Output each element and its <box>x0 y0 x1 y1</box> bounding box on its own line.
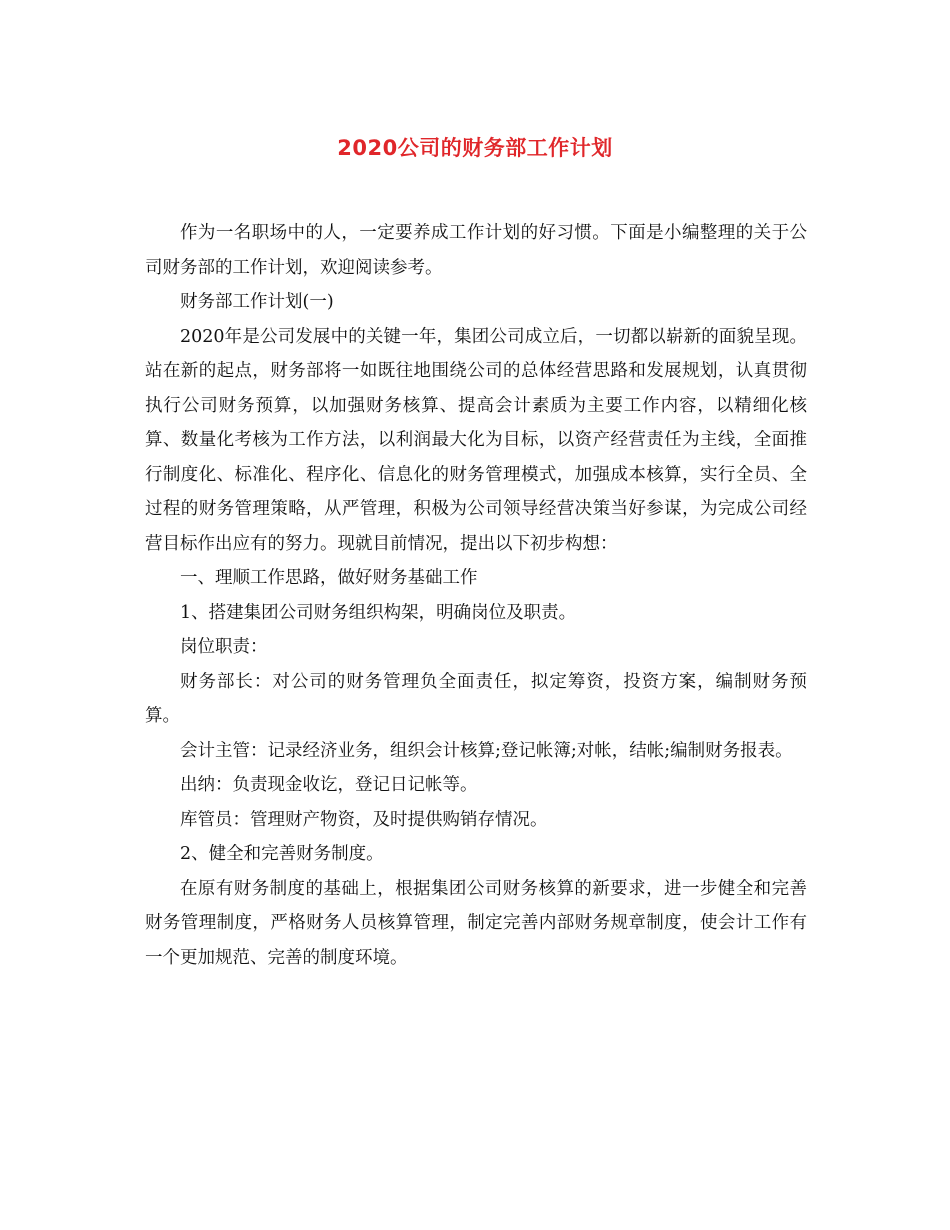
paragraph-duty-finance-head: 财务部长：对公司的财务管理负全面责任，拟定筹资，投资方案，编制财务预算。 <box>145 671 807 726</box>
paragraph-item-2-detail: 在原有财务制度的基础上，根据集团公司财务核算的新要求，进一步健全和完善财务管理制度，严格财务人员核算管理，制定完善内部财务规章制度，使会计工作有一个更加规范、完善的制度环境。 <box>145 878 807 968</box>
paragraph-heading-1: 一、理顺工作思路，做好财务基础工作 <box>180 568 478 588</box>
paragraph-section-heading: 财务部工作计划(一) <box>180 292 334 312</box>
paragraph-item-1: 1、搭建集团公司财务组织构架，明确岗位及职责。 <box>180 602 577 623</box>
paragraph-duty-cashier: 出纳：负责现金收讫，登记日记帐等。 <box>180 775 478 795</box>
paragraph-item-2: 2、健全和完善财务制度。 <box>180 844 384 864</box>
paragraph-duties-label: 岗位职责： <box>180 637 268 657</box>
document-title: 2020公司的财务部工作计划 <box>337 136 613 160</box>
paragraph-intro: 作为一名职场中的人，一定要养成工作计划的好习惯。下面是小编整理的关于公司财务部的工作计划，欢迎阅读参考。 <box>145 223 807 278</box>
paragraph-duty-accounting-head: 会计主管：记录经济业务，组织会计核算;登记帐簿;对帐，结帐;编制财务报表。 <box>180 740 793 761</box>
paragraph-overview: 2020年是公司发展中的关键一年，集团公司成立后，一切都以崭新的面貌呈现。站在新的起点，财务部将一如既往地围绕公司的总体经营思路和发展规划，认真贯彻执行公司财务预算，以加强财务核算、提高会计素质为主要工作内容，以精细化核算、数量化考核为工作方法，以利润最大化为目标，以资产经营责任为主线，全面推行制度化、标准化、程序化、信息化的财务管理模式，加强成本核算，实行全员、全过程的财务管理策略，从严管理，积极为公司领导经营决策当好参谋，为完成公司经营目标作出应有的努力。现就目前情况，提出以下初步构想： <box>145 326 807 554</box>
paragraph-duty-warehouse: 库管员：管理财产物资，及时提供购销存情况。 <box>180 809 548 830</box>
document-body <box>145 216 807 975</box>
